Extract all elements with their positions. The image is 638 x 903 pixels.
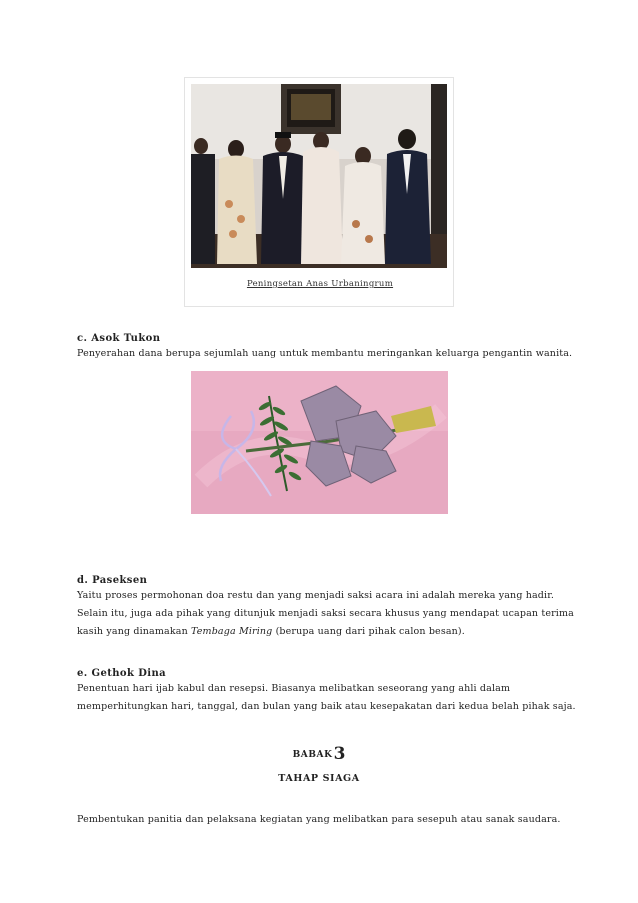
closing-paragraph: Pembentukan panitia dan pelaksana kegiatan yang melibatkan para sesepuh atau sanak saudara. [77,814,561,825]
ceremony-photo-illustration [191,84,447,268]
section-heading-asok-tukon: c. Asok Tukon [77,333,161,344]
chapter-number: 3 [333,744,346,764]
chapter-subtitle: TAHAP SIAGA [278,773,360,784]
section-heading-paseksen: d. Paseksen [77,575,148,586]
section-text-gethok-dina-line2: memperhitungkan hari, tanggal, dan bulan yang baik atau kesepakatan dari kedua belah pihak saja. [77,701,576,712]
money-bouquet-photo [191,371,448,514]
section-heading-gethok-dina: e. Gethok Dina [77,668,167,679]
line3-suffix: (berupa uang dari pihak calon besan). [272,626,465,637]
money-bouquet-illustration [191,371,448,514]
chapter-label: BABAK [292,750,333,760]
section-text-gethok-dina-line1: Penentuan hari ijab kabul dan resepsi. Biasanya melibatkan seseorang yang ahli dalam [77,683,511,694]
figure-caption: Peningsetan Anas Urbaningrum [246,279,394,289]
tembaga-miring-term: Tembaga Miring [191,626,273,637]
ceremony-photo [191,84,447,268]
section-text-paseksen-line1: Yaitu proses permohonan doa restu dan yang menjadi saksi acara ini adalah mereka yang hadir. [77,590,555,601]
section-text-asok-tukon: Penyerahan dana berupa sejumlah uang untuk membantu meringankan keluarga pengantin wanita. [77,348,573,359]
figure-peningsetan [184,77,454,307]
chapter-heading [0,742,638,764]
line3-prefix: kasih yang dinamakan [77,626,192,637]
section-text-paseksen-line3 [77,623,465,641]
section-text-paseksen-line2: Selain itu, juga ada pihak yang ditunjuk menjadi saksi secara khusus yang mendapat ucapan terima [77,608,574,619]
